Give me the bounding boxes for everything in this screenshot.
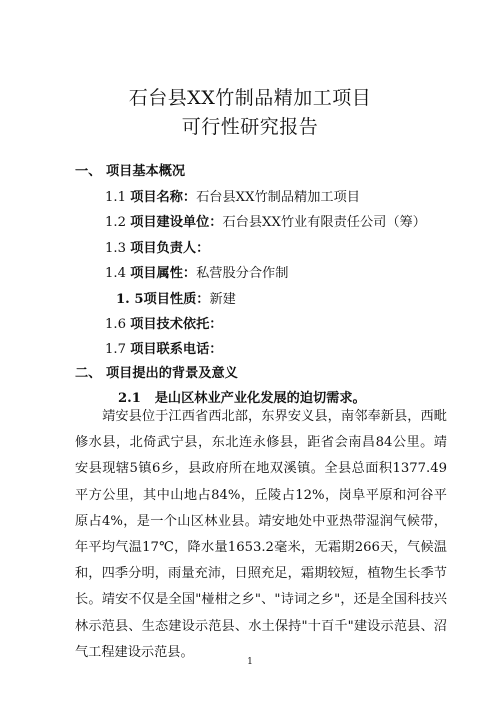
item-label: 项目建设单位： <box>130 215 223 230</box>
item-value: 私营股分合作制 <box>196 266 289 281</box>
item-number: 1. 5 <box>116 292 144 307</box>
section2-heading: 二、 项目提出的背景及意义 <box>75 366 238 381</box>
item-1-5 <box>116 291 236 309</box>
item-label: 项目技术依托： <box>130 317 223 332</box>
item-1-3 <box>105 240 209 258</box>
body-paragraph-text: 靖安县位于江西省西北部，东界安义县，南邻奉新县，西毗修水县，北倚武宁县，东北连永修县，距省会南昌84公里。靖安县现辖5镇6乡，县政府所在地双溪镇。全县总面积1377.49平方公里，其中山地占84%，丘陵占12%，岗阜平原和河谷平原占4%，是一个山区林业县。靖安地处中亚热带湿润气候带，年平均气温17℃，降水量1653.2毫米，无霜期266天，气候温和，四季分明，雨量充沛，日照充足，霜期较短，植物生长季节长。靖安不仅是全国"椪柑之乡"、"诗词之乡"，还是全国科技兴林示范县、生态建设示范县、水土保持"十百千"建设示范县、沼气工程建设示范县。 <box>75 409 447 660</box>
item-label: 项目名称： <box>130 190 197 205</box>
section1-heading: 一、 项目基本概况 <box>75 164 186 179</box>
item-number: 1.7 <box>105 342 126 357</box>
item-number: 1.1 <box>105 190 126 205</box>
document-title-line2: 可行性研究报告 <box>181 116 319 138</box>
item-label: 项目属性： <box>130 266 197 281</box>
item-number: 1.4 <box>105 266 126 281</box>
subsection-number: 2.1 <box>118 391 141 406</box>
item-1-6 <box>105 316 223 334</box>
item-number: 1.3 <box>105 241 126 256</box>
document-title-line1: 石台县XX竹制品精加工项目 <box>128 87 372 109</box>
subsection-title: 是山区林业产业化发展的迫切需求。 <box>154 391 366 406</box>
item-number: 1.6 <box>105 317 126 332</box>
item-value: 新建 <box>209 292 236 307</box>
item-number: 1.2 <box>105 215 126 230</box>
item-1-7 <box>105 341 223 359</box>
item-label: 项目性质： <box>143 292 210 307</box>
item-value: 石台县XX竹业有限责任公司（筹） <box>222 215 426 230</box>
body-paragraph <box>75 404 447 666</box>
item-1-4 <box>105 265 288 283</box>
item-value: 石台县XX竹制品精加工项目 <box>196 190 360 205</box>
item-1-2 <box>105 214 426 232</box>
item-label: 项目联系电话： <box>130 342 223 357</box>
item-label: 项目负责人： <box>130 241 210 256</box>
page-number: 1 <box>247 657 253 667</box>
item-1-1 <box>105 189 360 207</box>
